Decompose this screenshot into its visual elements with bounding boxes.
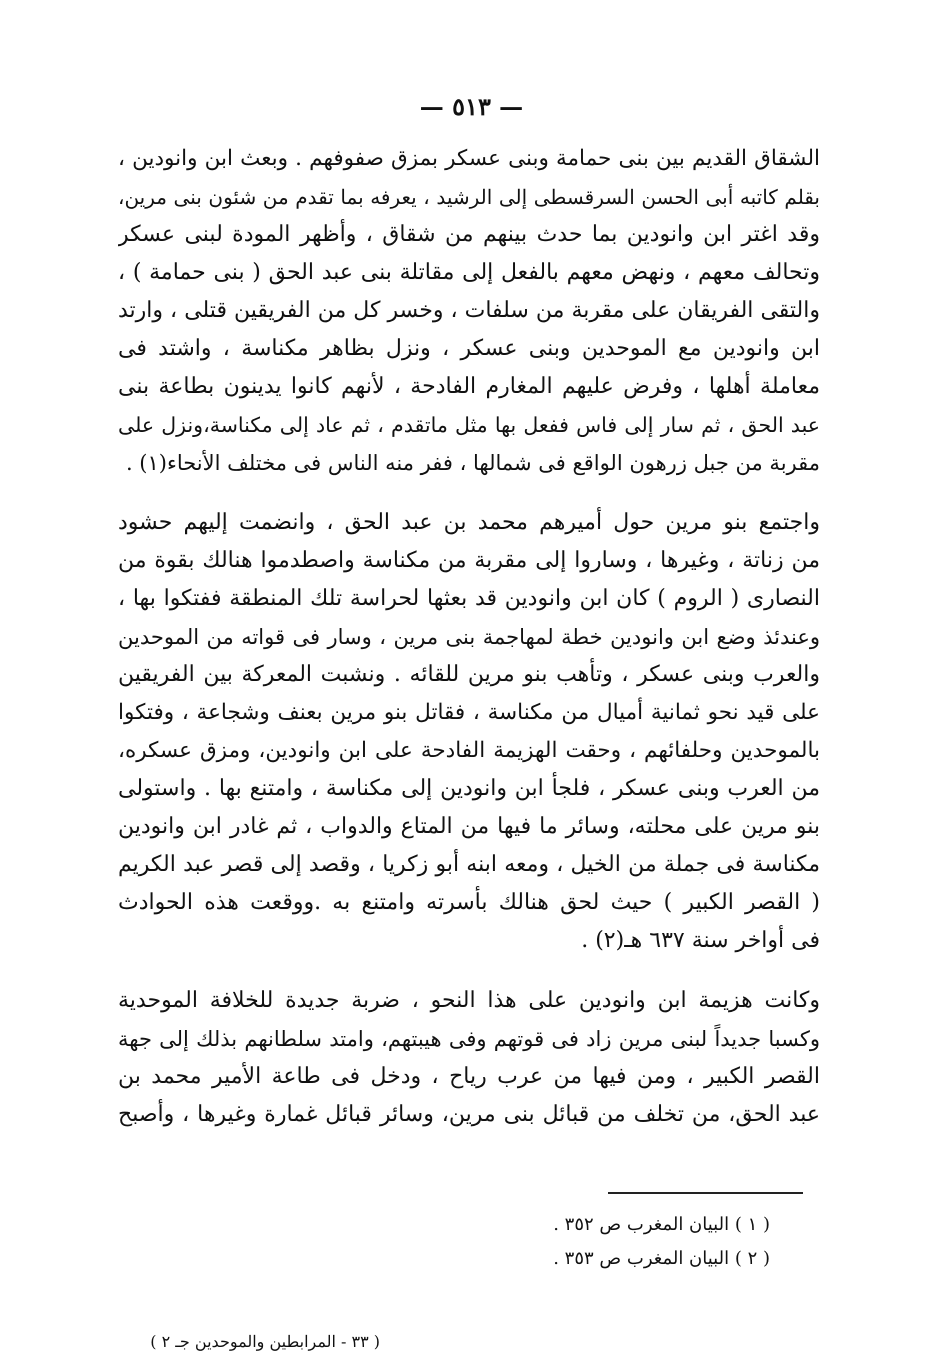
footnote-2: ( ٢ ) البيان المغرب ص ٣٥٣ .	[553, 1248, 770, 1269]
paragraph-3	[118, 982, 820, 1134]
text-line: وكانت هزيمة ابن وانودين على هذا النحو ، ضربة جديدة للخلافة الموحدية	[118, 988, 820, 1013]
text-line: واجتمع بنو مرين حول أميرهم محمد بن عبد الحق ، وانضمت إليهم حشود	[118, 510, 820, 535]
paragraph-2	[118, 504, 820, 960]
page-number: — ٥١٣ —	[419, 92, 524, 121]
text-line: عبد الحق ، ثم سار إلى فاس ففعل بها مثل ماتقدم ، ثم عاد إلى مكناسة،ونزل على	[118, 413, 820, 437]
text-line: ابن وانودين مع الموحدين وبنى عسكر ، ونزل بظاهر مكناسة ، واشتد فى	[118, 336, 820, 361]
text-line: والتقى الفريقان على مقربة من سلفات ، وخسر كل من الفريقين قتلى ، وارتد	[118, 298, 820, 323]
text-line: القصر الكبير ، ومن فيها من عرب رياح ، ودخل فى طاعة الأمير محمد بن	[118, 1064, 820, 1089]
text-line: فى أواخر سنة ٦٣٧ هـ(٢) .	[581, 928, 820, 953]
footnotes	[300, 1208, 770, 1276]
text-line: وتحالف معهم ، ونهض معهم بالفعل إلى مقاتلة بنى عبد الحق ( بنى حمامة ) ،	[118, 260, 820, 285]
text-line: الشقاق القديم بين بنى حمامة وبنى عسكر بمزق صفوفهم . وبعث ابن وانودين ،	[118, 146, 820, 171]
footnote-divider	[608, 1192, 803, 1194]
text-line: من العرب وبنى عسكر ، فلجأ ابن وانودين إلى مكناسة ، وامتنع بها . واستولى	[118, 776, 820, 801]
text-line: مكناسة فى جملة من الخيل ، ومعه ابنه أبو زكريا ، وقصد إلى قصر عبد الكريم	[118, 852, 820, 877]
text-line: والعرب وبنى عسكر ، وتأهب بنو مرين للقائه . ونشبت المعركة بين الفريقين	[118, 662, 820, 687]
text-line: على قيد نحو ثمانية أميال من مكناسة ، فقاتل بنو مرين بعنف وشجاعة ، وفتكوا	[118, 700, 820, 725]
text-line: مقربة من جبل زرهون الواقع فى شمالها ، ففر منه الناس فى مختلف الأنحاء(١) .	[125, 451, 820, 475]
body-text	[118, 140, 820, 1156]
text-line: بنو مرين على محلته، وسائر ما فيها من المتاع والدواب ، ثم غادر ابن وانودين	[118, 814, 820, 839]
text-line: عبد الحق، من تخلف من قبائل بنى مرين، وسائر قبائل غمارة وغيرها ، وأصبح	[118, 1102, 820, 1127]
text-line: وقد اغتر ابن وانودين بما حدث بينهم من شقاق ، وأظهر المودة لبنى عسكر	[118, 222, 820, 247]
text-line: النصارى ( الروم ) كان ابن وانودين قد بعثها لحراسة تلك المنطقة ففتكوا بها ،	[118, 586, 820, 611]
footnote-1: ( ١ ) البيان المغرب ص ٣٥٢ .	[553, 1214, 770, 1235]
text-line: وكسبا جديداً لبنى مرين زاد فى قوتهم وفى هيبتهم، وامتد سلطانهم بذلك إلى جهة	[118, 1027, 820, 1051]
paragraph-1	[118, 140, 820, 482]
printer-signature: ( ٣٣ - المرابطين والموحدين جـ ٢ )	[150, 1332, 380, 1351]
text-line: وعندئذ وضع ابن وانودين خطة لمهاجمة بنى مرين ، وسار فى قواته من الموحدين	[118, 625, 820, 649]
text-line: من زناتة ، وغيرها ، وساروا إلى مقربة من مكناسة واصطدموا هنالك بقوة من	[118, 548, 820, 573]
text-line: بقلم كاتبه أبى الحسن السرقسطى إلى الرشيد ، يعرفه بما تقدم من شئون بنى مرين،	[118, 185, 820, 209]
text-line: ( القصر الكبير ) حيث لحق هنالك بأسرته وامتنع به .ووقعت هذه الحوادث	[118, 890, 820, 915]
text-line: معاملة أهلها ، وفرض عليهم المغارم الفادحة ، لأنهم كانوا يدينون بطاعة بنى	[118, 374, 820, 399]
text-line: بالموحدين وحلفائهم ، وحقت الهزيمة الفادحة على ابن وانودين، ومزق عسكره،	[118, 738, 820, 763]
